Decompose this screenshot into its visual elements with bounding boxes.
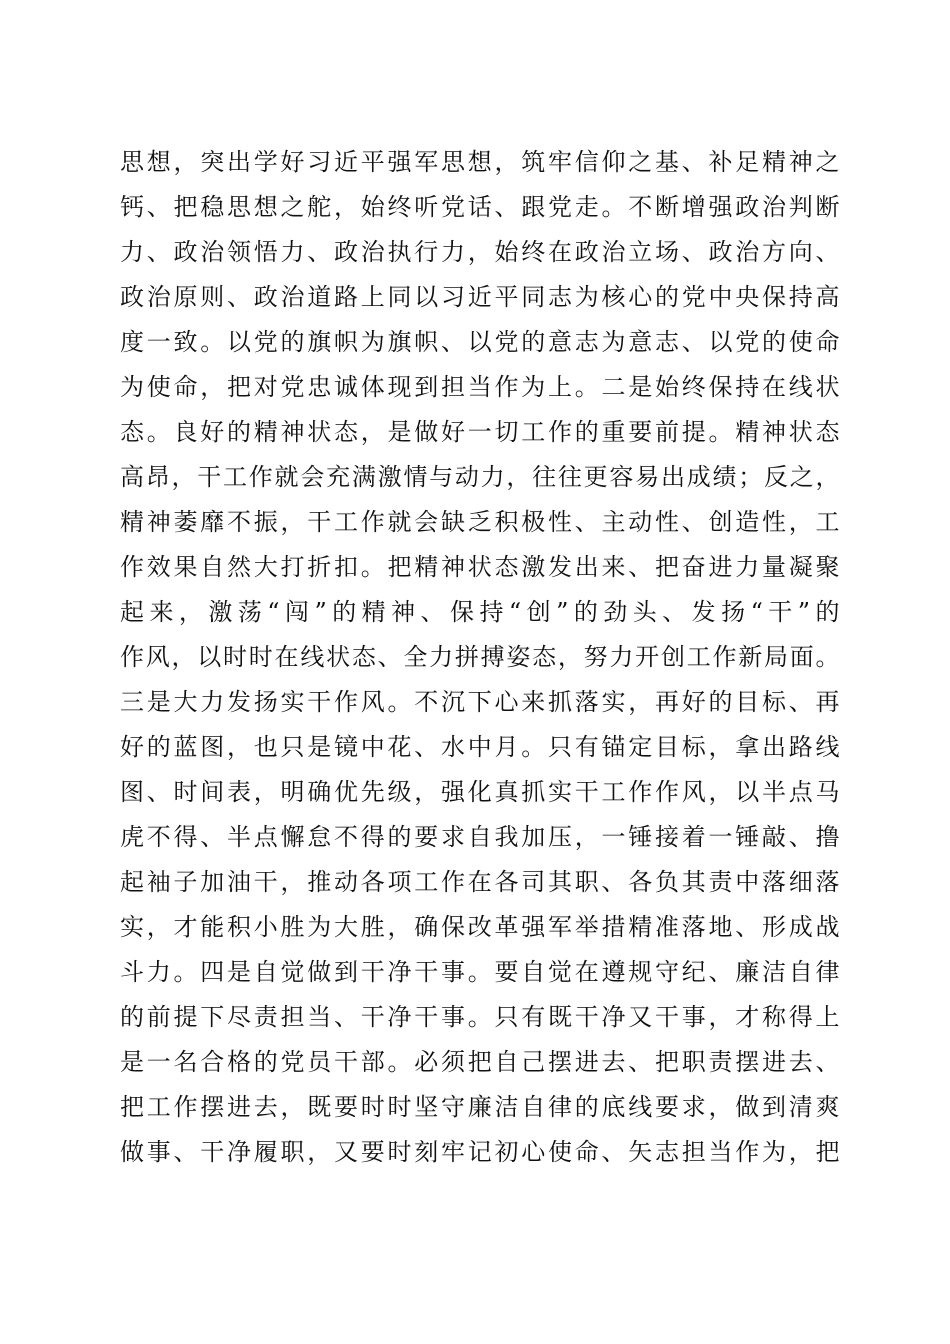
text-line: 图、时间表，明确优先级，强化真抓实干工作作风，以半点马: [120, 778, 840, 806]
text-line: 思想，突出学好习近平强军思想，筑牢信仰之基、补足精神之: [120, 148, 840, 176]
text-line: 把工作摆进去，既要时时坚守廉洁自律的底线要求，做到清爽: [120, 1093, 840, 1121]
text-line: 作效果自然大打折扣。把精神状态激发出来、把奋进力量凝聚: [120, 553, 840, 581]
text-line: 力、政治领悟力、政治执行力，始终在政治立场、政治方向、: [120, 238, 840, 266]
text-line: 做事、干净履职，又要时刻牢记初心使命、矢志担当作为，把: [120, 1138, 840, 1166]
text-line: 政治原则、政治道路上同以习近平同志为核心的党中央保持高: [120, 283, 840, 311]
text-line: 精神萎靡不振，干工作就会缺乏积极性、主动性、创造性，工: [120, 508, 840, 536]
text-line: 斗力。四是自觉做到干净干事。要自觉在遵规守纪、廉洁自律: [120, 958, 840, 986]
text-line: 虎不得、半点懈怠不得的要求自我加压，一锤接着一锤敲、撸: [120, 823, 840, 851]
text-line: 为使命，把对党忠诚体现到担当作为上。二是始终保持在线状: [120, 373, 840, 401]
text-line: 高昂，干工作就会充满激情与动力，往往更容易出成绩；反之，: [120, 463, 840, 491]
text-line: 是一名合格的党员干部。必须把自己摆进去、把职责摆进去、: [120, 1048, 840, 1076]
text-line: 实，才能积小胜为大胜，确保改革强军举措精准落地、形成战: [120, 913, 840, 941]
text-line: 作风，以时时在线状态、全力拼搏姿态，努力开创工作新局面。: [120, 643, 840, 671]
text-line: 起袖子加油干，推动各项工作在各司其职、各负其责中落细落: [120, 868, 840, 896]
text-line: 的前提下尽责担当、干净干事。只有既干净又干事，才称得上: [120, 1003, 840, 1031]
text-line: 钙、把稳思想之舵，始终听党话、跟党走。不断增强政治判断: [120, 193, 840, 221]
text-line: 三是大力发扬实干作风。不沉下心来抓落实，再好的目标、再: [120, 688, 840, 716]
text-line: 度一致。以党的旗帜为旗帜、以党的意志为意志、以党的使命: [120, 328, 840, 356]
text-line: 起来，激荡“闯”的精神、保持“创”的劲头、发扬“干”的: [120, 598, 840, 626]
text-line: 态。良好的精神状态，是做好一切工作的重要前提。精神状态: [120, 418, 840, 446]
text-line: 好的蓝图，也只是镜中花、水中月。只有锚定目标，拿出路线: [120, 733, 840, 761]
body-text: [120, 140, 840, 1175]
